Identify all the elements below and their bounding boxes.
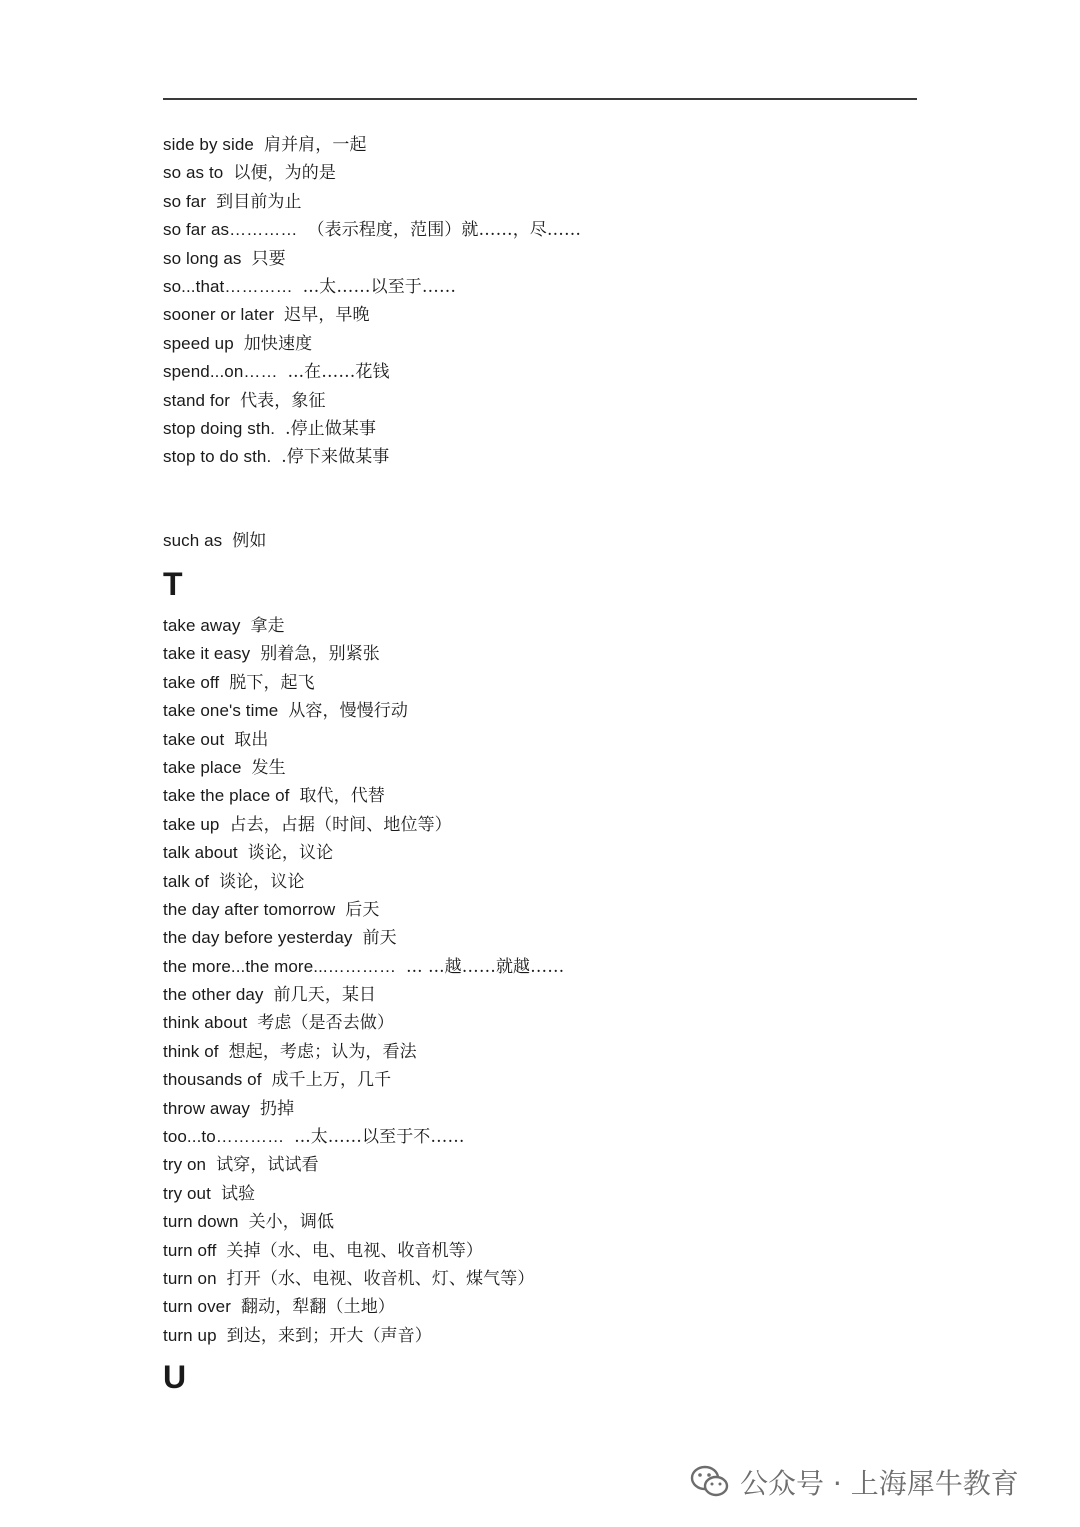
phrase-chinese: 前天 <box>362 928 397 949</box>
phrase-chinese: 别着急，别紧张 <box>260 644 380 665</box>
phrase-entry <box>163 1265 564 1293</box>
phrase-english: take one's time <box>163 701 279 721</box>
phrase-english: so far as………… <box>163 220 298 240</box>
phrase-entry <box>163 1293 564 1321</box>
phrase-chinese: ... ...越……就越…… <box>406 956 565 977</box>
phrase-entry <box>163 273 581 301</box>
phrase-english: take away <box>163 616 241 635</box>
phrase-entry <box>163 669 564 697</box>
phrase-english: the other day <box>163 985 264 1005</box>
phrase-chinese: 打开（水、电视、收音机、灯、煤气等） <box>226 1268 535 1289</box>
phrase-english: so long as <box>163 248 242 268</box>
phrase-english: throw away <box>163 1098 250 1118</box>
phrase-english: sooner or later <box>163 305 275 325</box>
phrase-entry <box>163 1237 564 1265</box>
phrase-entry <box>163 981 564 1009</box>
header-rule <box>163 98 917 100</box>
phrase-english: so...that………… <box>163 276 293 296</box>
phrase-chinese: .停止做某事 <box>285 418 377 439</box>
phrase-english: so far <box>163 191 207 211</box>
phrase-english: stop doing sth. <box>163 418 276 438</box>
phrase-english: think about <box>163 1013 248 1033</box>
phrase-entry <box>163 811 564 839</box>
phrase-entry <box>163 697 564 725</box>
phrase-english: too...to………… <box>163 1127 285 1147</box>
phrase-chinese: 谈论，议论 <box>247 843 334 864</box>
phrase-chinese: 扔掉 <box>259 1098 295 1119</box>
phrase-english: stop to do sth. <box>163 447 272 467</box>
phrase-entry <box>163 1038 564 1066</box>
phrase-entry <box>163 387 581 415</box>
phrase-english: take it easy <box>163 644 251 664</box>
phrase-entry <box>163 868 564 896</box>
phrase-chinese: 代表，象征 <box>240 390 326 411</box>
phrase-english: turn off <box>163 1240 217 1260</box>
phrase-english: take off <box>163 672 220 692</box>
phrase-entry <box>163 726 564 754</box>
phrase-entry <box>163 159 581 187</box>
phrase-list-t <box>163 612 564 1350</box>
phrase-english: take out <box>163 729 225 749</box>
phrase-english: stand for <box>163 390 231 410</box>
phrase-chinese: 拿走 <box>250 616 285 636</box>
phrase-entry <box>163 188 581 216</box>
phrase-chinese: 以便，为的是 <box>233 163 336 184</box>
phrase-chinese: 想起，考虑；认为，看法 <box>228 1041 417 1062</box>
phrase-entry <box>163 1123 564 1151</box>
phrase-entry <box>163 415 581 443</box>
phrase-chinese: 谈论，议论 <box>219 871 305 892</box>
phrase-entry <box>163 216 581 244</box>
phrase-entry <box>163 1151 564 1179</box>
section-letter-u: U <box>163 1359 187 1395</box>
phrase-entry <box>163 131 581 159</box>
phrase-entry <box>163 924 564 952</box>
phrase-entry <box>163 358 581 386</box>
phrase-english: talk about <box>163 843 238 863</box>
phrase-english: speed up <box>163 333 234 353</box>
phrase-english: spend...on…… <box>163 362 278 382</box>
phrase-entry <box>163 443 581 471</box>
phrase-chinese: ...太……以至于不…… <box>294 1127 465 1148</box>
phrase-english: try on <box>163 1155 207 1175</box>
phrase-chinese: 取代，代替 <box>299 786 385 807</box>
phrase-entry <box>163 953 564 981</box>
phrase-english: turn up <box>163 1325 217 1345</box>
phrase-english: so as to <box>163 163 224 183</box>
phrase-entry <box>163 640 564 668</box>
phrase-chinese: 到达，来到；开大（声音） <box>226 1325 432 1346</box>
phrase-chinese: 从容，慢慢行动 <box>288 701 409 722</box>
phrase-list-s <box>163 131 581 472</box>
phrase-english: thousands of <box>163 1070 262 1090</box>
phrase-english: turn down <box>163 1212 239 1232</box>
phrase-entry <box>163 754 564 782</box>
phrase-english: the day before yesterday <box>163 928 353 948</box>
phrase-chinese: 前几天，某日 <box>273 985 377 1006</box>
phrase-chinese: 翻动，犁翻（土地） <box>241 1297 395 1318</box>
watermark-text: 公众号 · 上海犀牛教育 <box>740 1467 1019 1500</box>
phrase-list-s-continued <box>163 527 267 555</box>
phrase-english: take up <box>163 814 220 834</box>
phrase-english: such as <box>163 531 223 550</box>
wechat-icon <box>690 1464 730 1500</box>
phrase-entry <box>163 612 564 640</box>
phrase-entry <box>163 1322 564 1350</box>
phrase-chinese: 试验 <box>220 1183 256 1204</box>
phrase-chinese: 加快速度 <box>243 333 313 354</box>
phrase-entry <box>163 839 564 867</box>
phrase-chinese: 肩并肩，一起 <box>263 135 367 155</box>
phrase-chinese: ...太……以至于…… <box>302 276 457 297</box>
phrase-entry <box>163 330 581 358</box>
phrase-chinese: 脱下，起飞 <box>229 672 315 693</box>
phrase-chinese: 例如 <box>232 531 267 551</box>
phrase-chinese: 考虑（是否去做） <box>257 1013 395 1034</box>
phrase-chinese: .停下来做某事 <box>281 447 390 468</box>
phrase-chinese: 到目前为止 <box>216 191 302 212</box>
phrase-entry <box>163 1095 564 1123</box>
phrase-english: try out <box>163 1183 211 1203</box>
phrase-entry <box>163 527 267 555</box>
phrase-english: take the place of <box>163 786 290 806</box>
phrase-chinese: 关小，调低 <box>248 1212 335 1233</box>
phrase-english: turn on <box>163 1268 217 1288</box>
phrase-chinese: 成千上万，几千 <box>271 1070 392 1091</box>
phrase-english: think of <box>163 1041 219 1061</box>
phrase-entry <box>163 1180 564 1208</box>
phrase-chinese: （表示程度，范围）就……，尽…… <box>307 220 582 241</box>
phrase-chinese: 迟早，早晚 <box>284 305 370 326</box>
phrase-entry <box>163 1066 564 1094</box>
phrase-chinese: 关掉（水、电、电视、收音机等） <box>226 1240 483 1261</box>
watermark <box>690 1462 1019 1502</box>
phrase-entry <box>163 1208 564 1236</box>
phrase-english: talk of <box>163 871 210 891</box>
phrase-english: the more...the more...………… <box>163 956 397 976</box>
phrase-english: side by side <box>163 135 254 154</box>
phrase-chinese: 试穿，试试看 <box>216 1155 319 1176</box>
phrase-chinese: 取出 <box>234 729 269 750</box>
section-letter-t: T <box>163 566 183 602</box>
phrase-chinese: 后天 <box>345 899 380 920</box>
phrase-english: take place <box>163 757 242 777</box>
phrase-english: turn over <box>163 1297 231 1317</box>
phrase-entry <box>163 301 581 329</box>
phrase-entry <box>163 896 564 924</box>
phrase-entry <box>163 1009 564 1037</box>
phrase-entry <box>163 782 564 810</box>
phrase-chinese: 只要 <box>251 248 286 269</box>
phrase-english: the day after tomorrow <box>163 899 336 919</box>
phrase-chinese: 占去，占据（时间、地位等） <box>229 814 452 835</box>
phrase-chinese: 发生 <box>251 757 286 778</box>
phrase-entry <box>163 245 581 273</box>
phrase-chinese: ...在……花钱 <box>287 362 390 383</box>
